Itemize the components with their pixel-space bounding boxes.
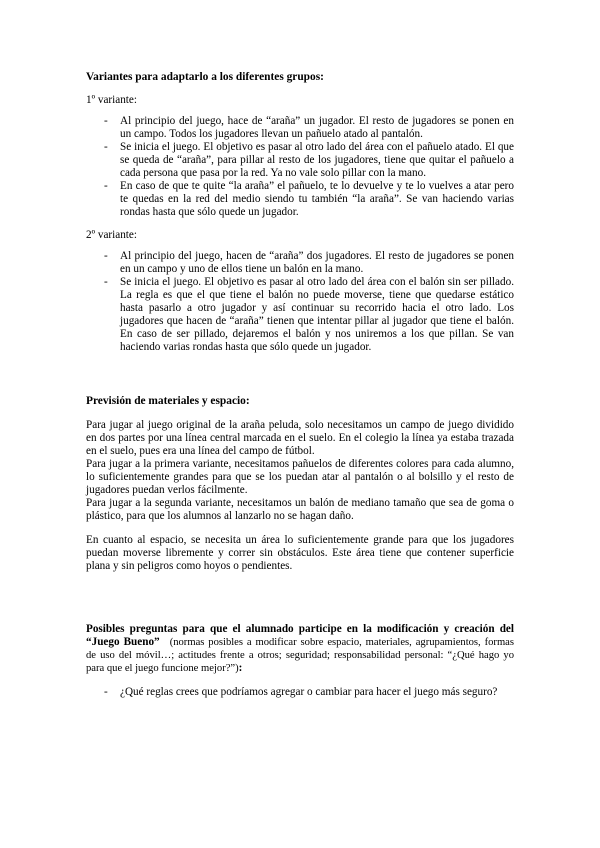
variant-1-list: [86, 115, 514, 219]
space-paragraph: En cuanto al espacio, se necesita un área lo suficientemente grande para que los jugadores puedan moverse libremente y correr sin obstáculos. Este área tiene que contener superficie plana y sin peligros como hoyos o pendientes.: [86, 534, 514, 572]
dash-bullet: -: [104, 180, 108, 192]
dash-bullet: -: [104, 115, 108, 127]
section-heading-variants: Variantes para adaptarlo a los diferentes grupos:: [86, 71, 324, 83]
questions-list: [86, 686, 514, 699]
variant-2-label: 2º variante:: [86, 229, 137, 241]
list-item: - Al principio del juego, hace de “araña” un jugador. El resto de jugadores se ponen en un campo. Todos los jugadores llevan un pañuelo atado al pantalón.: [104, 115, 514, 140]
list-item: - En caso de que te quite “la araña” el pañuelo, te lo devuelve y te lo vuelves a atar pero te quedas en la red del medio siendo tu también “la araña”. Se van haciendo varias rondas hasta que sólo quede un jugador.: [104, 180, 514, 218]
list-item: - Se inicia el juego. El objetivo es pasar al otro lado del área con el balón sin ser pillado. La regla es que el que tiene el balón no puede moverse, tiene que quedarse estático hasta pasarlo a otro jugador y así continuar su recorrido hacia el otro lado. Los jugadores que hacen de “araña” tienen que intentar pillar al jugador que tiene el balón. En caso de ser pillado, dejaremos el balón y nos uniremos a los que pillan. Se van haciendo varias rondas hasta que sólo quede un jugador.: [104, 276, 514, 353]
variant-1-label: 1º variante:: [86, 94, 137, 106]
list-item: - ¿Qué reglas crees que podríamos agregar o cambiar para hacer el juego más seguro?: [104, 686, 498, 698]
list-item: - Se inicia el juego. El objetivo es pasar al otro lado del área con el pañuelo atado. El que se queda de “araña”, para pillar al resto de los jugadores, tiene que quitar el pañuelo a cada persona que pasa por la red. Ya no vale solo pillar con la mano.: [104, 141, 514, 179]
dash-bullet: -: [104, 686, 108, 698]
materials-paragraph: Para jugar al juego original de la araña peluda, solo necesitamos un campo de juego dividido en dos partes por una línea central marcada en el suelo. En el colegio la línea ya estaba trazada en el suelo, pues era una línea del campo de fútbol.: [86, 419, 514, 457]
materials-paragraph: Para jugar a la segunda variante, necesitamos un balón de mediano tamaño que sea de goma o plástico, para que los alumnos al lanzarlo no se hagan daño.: [86, 497, 514, 522]
dash-bullet: -: [104, 276, 108, 288]
section-heading-materials: Previsión de materiales y espacio:: [86, 395, 250, 407]
materials-paragraph: Para jugar a la primera variante, necesitamos pañuelos de diferentes colores para cada alumno, lo suficientemente grandes para que se los puedan atar al pantalón o al bolsillo y el resto de jugadores puedan verlos fácilmente.: [86, 458, 514, 496]
dash-bullet: -: [104, 141, 108, 153]
document-page: [86, 70, 514, 699]
dash-bullet: -: [104, 250, 108, 262]
materials-paragraphs: [86, 419, 514, 523]
section-heading-questions: Posibles preguntas para que el alumnado participe en la modificación y creación del “Juego Bueno”: [86, 623, 514, 648]
variant-2-list: [86, 250, 514, 354]
questions-note-colon: :: [238, 662, 243, 674]
questions-note: (normas posibles a modificar sobre espacio, materiales, agrupamientos, formas de uso del móvil…; actitudes frente a otros; seguridad; responsabilidad personal: “¿Qué hago yo para que el juego funcione mejor?”): [86, 637, 515, 674]
list-item: - Al principio del juego, hacen de “araña” dos jugadores. El resto de jugadores se ponen en un campo y uno de ellos tiene un balón en la mano.: [104, 250, 514, 275]
questions-block: [86, 623, 514, 675]
